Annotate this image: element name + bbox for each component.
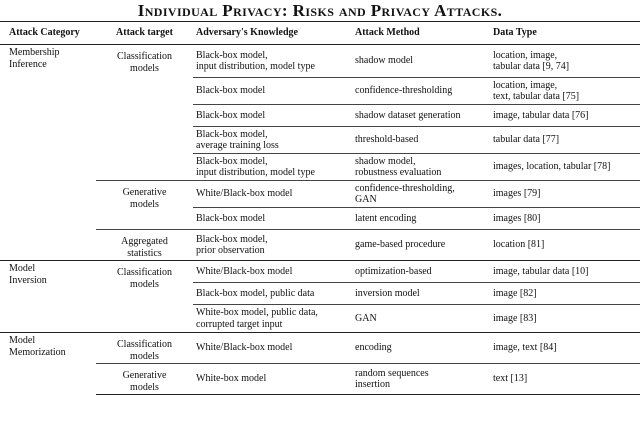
table-row: [0, 230, 640, 261]
header-attack-target: Attack target: [96, 22, 193, 45]
attack-method-cell: confidence-thresholding, GAN: [352, 181, 490, 208]
attack-method-cell: inversion model: [352, 283, 490, 305]
data-type-cell: image [83]: [490, 305, 640, 333]
data-type-cell: text [13]: [490, 364, 640, 395]
adversary-knowledge-cell: Black-box model: [193, 208, 352, 230]
adversary-knowledge-cell: Black-box model, average training loss: [193, 127, 352, 154]
attack-method-cell: encoding: [352, 333, 490, 364]
adversary-knowledge-cell: Black-box model: [193, 105, 352, 127]
data-type-cell: tabular data [77]: [490, 127, 640, 154]
header-adversary-knowledge: Adversary's Knowledge: [193, 22, 352, 45]
data-type-cell: image, tabular data [10]: [490, 261, 640, 283]
adversary-knowledge-cell: Black-box model, prior observation: [193, 230, 352, 261]
adversary-knowledge-cell: White/Black-box model: [193, 333, 352, 364]
table-row: [0, 333, 640, 364]
attack-target-cell: Aggregated statistics: [96, 230, 193, 261]
adversary-knowledge-cell: Black-box model, input distribution, model type: [193, 45, 352, 78]
privacy-attacks-table: [0, 21, 640, 395]
data-type-cell: image, text [84]: [490, 333, 640, 364]
table-title: Individual Privacy: Risks and Privacy Attacks.: [137, 1, 503, 20]
data-type-cell: images [80]: [490, 208, 640, 230]
attack-method-cell: threshold-based: [352, 127, 490, 154]
table-row: [0, 181, 640, 208]
table-row: [0, 261, 640, 283]
attack-method-cell: GAN: [352, 305, 490, 333]
data-type-cell: images, location, tabular [78]: [490, 154, 640, 181]
attack-method-cell: latent encoding: [352, 208, 490, 230]
attack-method-cell: game-based procedure: [352, 230, 490, 261]
header-row: [0, 22, 640, 45]
attack-method-cell: shadow model: [352, 45, 490, 78]
attack-method-cell: shadow model, robustness evaluation: [352, 154, 490, 181]
adversary-knowledge-cell: Black-box model, input distribution, model type: [193, 154, 352, 181]
header-data-type: Data Type: [490, 22, 640, 45]
header-attack-method: Attack Method: [352, 22, 490, 45]
data-type-cell: image, tabular data [76]: [490, 105, 640, 127]
attack-category-cell: Model Memorization: [0, 333, 96, 395]
data-type-cell: location, image, text, tabular data [75]: [490, 78, 640, 105]
data-type-cell: location, image, tabular data [9, 74]: [490, 45, 640, 78]
adversary-knowledge-cell: Black-box model: [193, 78, 352, 105]
attack-method-cell: random sequences insertion: [352, 364, 490, 395]
data-type-cell: location [81]: [490, 230, 640, 261]
table-row: [0, 45, 640, 78]
adversary-knowledge-cell: White-box model: [193, 364, 352, 395]
header-attack-category: Attack Category: [0, 22, 96, 45]
adversary-knowledge-cell: Black-box model, public data: [193, 283, 352, 305]
adversary-knowledge-cell: White/Black-box model: [193, 261, 352, 283]
attack-target-cell: Classification models: [96, 333, 193, 364]
data-type-cell: images [79]: [490, 181, 640, 208]
attack-category-cell: Model Inversion: [0, 261, 96, 333]
adversary-knowledge-cell: White-box model, public data, corrupted target input: [193, 305, 352, 333]
attack-method-cell: confidence-thresholding: [352, 78, 490, 105]
attack-target-cell: Classification models: [96, 261, 193, 333]
attack-category-cell: Membership Inference: [0, 45, 96, 261]
attack-target-cell: Generative models: [96, 181, 193, 230]
table-row: [0, 364, 640, 395]
adversary-knowledge-cell: White/Black-box model: [193, 181, 352, 208]
data-type-cell: image [82]: [490, 283, 640, 305]
attack-method-cell: optimization-based: [352, 261, 490, 283]
attack-target-cell: Classification models: [96, 45, 193, 181]
attack-target-cell: Generative models: [96, 364, 193, 395]
attack-method-cell: shadow dataset generation: [352, 105, 490, 127]
